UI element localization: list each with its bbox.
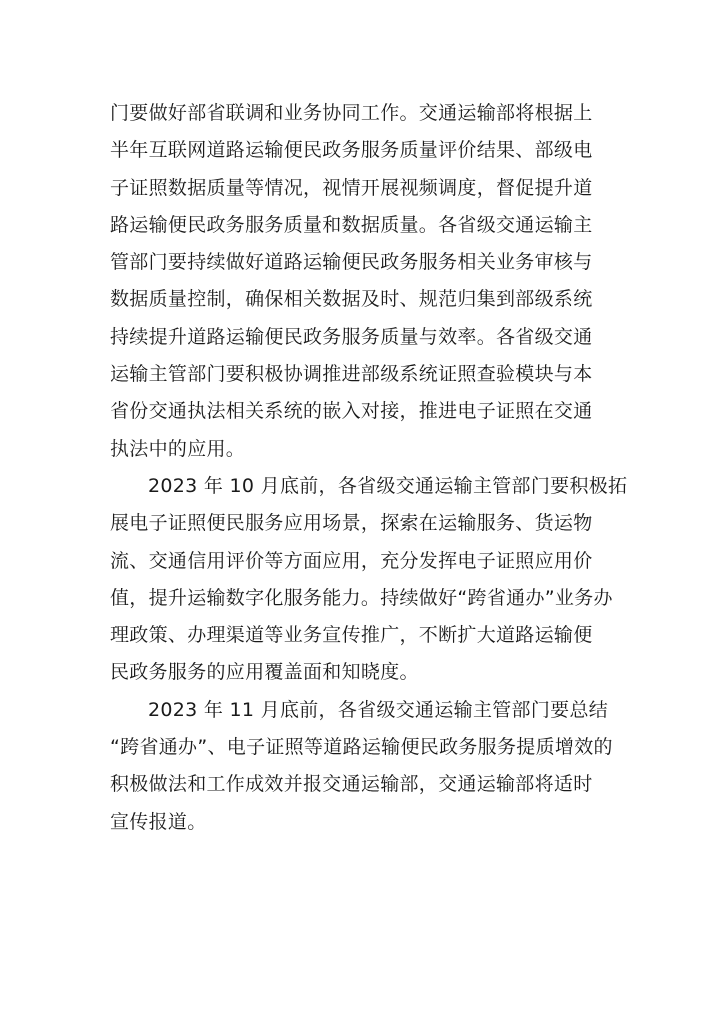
paragraph-start-line: 2023 年 10 月底前，各省级交通运输主管部门要积极拓 xyxy=(148,474,628,497)
text-line: 民政务服务的应用覆盖面和知晓度。 xyxy=(110,661,419,684)
text-line: 子证照数据质量等情况，视情开展视频调度，督促提升道 xyxy=(110,176,593,199)
text-line: 展电子证照便民服务应用场景，探索在运输服务、货运物 xyxy=(110,512,593,535)
text-line: 门要做好部省联调和业务协同工作。交通运输部将根据上 xyxy=(110,102,593,124)
text-line: 数据质量控制，确保相关数据及时、规范归集到部级系统 xyxy=(110,288,593,311)
text-line: “跨省通办”、电子证照等道路运输便民政务服务提质增效的 xyxy=(110,736,613,759)
text-line: 半年互联网道路运输便民政务服务质量评价结果、部级电 xyxy=(110,139,593,162)
text-line: 运输主管部门要积极协调推进部级系统证照查验模块与本 xyxy=(110,363,593,386)
text-line: 理政策、办理渠道等业务宣传推广，不断扩大道路运输便 xyxy=(110,624,593,647)
text-line: 执法中的应用。 xyxy=(110,437,246,460)
text-line: 积极做法和工作成效并报交通运输部，交通运输部将适时 xyxy=(110,773,593,796)
body-text xyxy=(110,95,628,841)
text-line: 省份交通执法相关系统的嵌入对接，推进电子证照在交通 xyxy=(110,400,593,423)
paragraph-start-line: 2023 年 11 月底前，各省级交通运输主管部门要总结 xyxy=(148,698,609,721)
text-line: 值，提升运输数字化服务能力。持续做好“跨省通办”业务办 xyxy=(110,586,613,609)
text-line: 宣传报道。 xyxy=(110,810,207,833)
text-line: 流、交通信用评价等方面应用，充分发挥电子证照应用价 xyxy=(110,549,593,572)
text-line: 管部门要持续做好道路运输便民政务服务相关业务审核与 xyxy=(110,251,593,274)
text-line: 持续提升道路运输便民政务服务质量与效率。各省级交通 xyxy=(110,325,593,348)
text-line: 路运输便民政务服务质量和数据质量。各省级交通运输主 xyxy=(110,213,593,236)
